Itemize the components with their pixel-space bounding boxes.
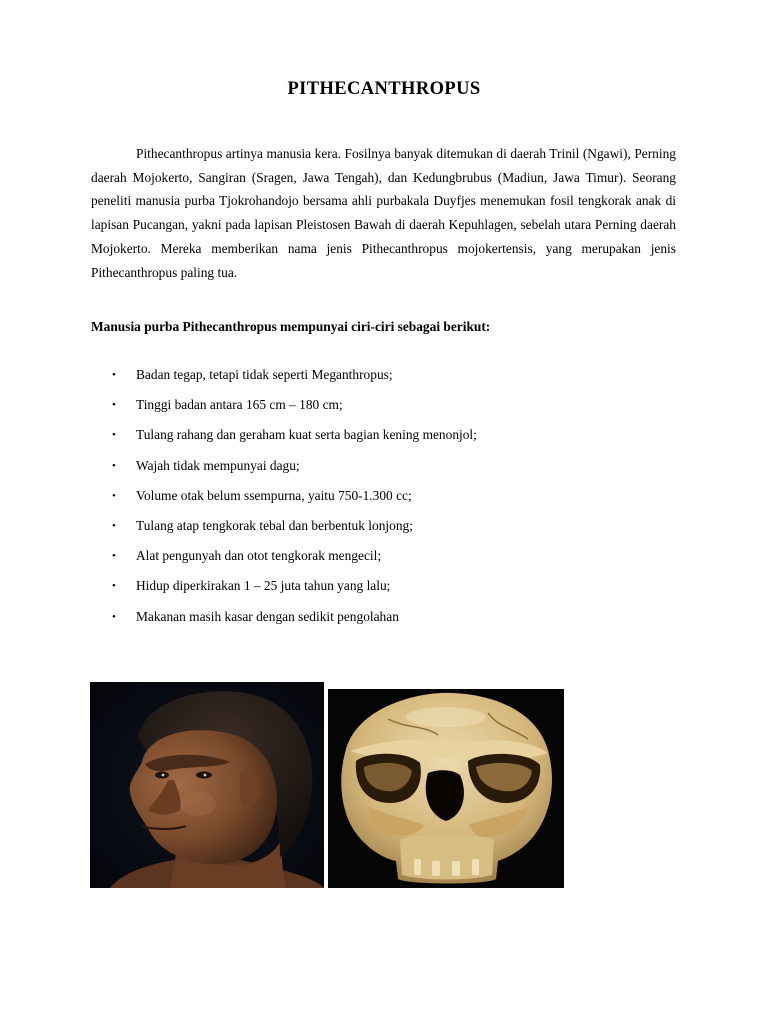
list-item-text: Badan tegap, tetapi tidak seperti Meganthropus;	[136, 367, 393, 382]
list-item-text: Tinggi badan antara 165 cm – 180 cm;	[136, 397, 343, 413]
bullet-icon: •	[112, 610, 116, 623]
list-item	[91, 517, 676, 547]
list-item	[91, 396, 676, 426]
list-item	[91, 547, 676, 577]
bullet-icon: •	[112, 580, 116, 593]
skull-illustration	[328, 689, 564, 888]
bullet-icon: •	[112, 489, 116, 502]
list-item-text: Hidup diperkirakan 1 – 25 juta tahun yang lalu;	[136, 578, 391, 594]
list-heading: Manusia purba Pithecanthropus mempunyai ciri-ciri sebagai berikut:	[91, 319, 491, 334]
bullet-icon: •	[112, 519, 116, 532]
list-item-text: Volume otak belum ssempurna, yaitu 750-1.300 cc;	[136, 487, 412, 503]
list-item	[91, 457, 676, 487]
list-item-text: Wajah tidak mempunyai dagu;	[136, 457, 300, 473]
intro-paragraph: Pithecanthropus artinya manusia kera. Fosilnya banyak ditemukan di daerah Trinil (Ngawi), Perning daerah Mojokerto, Sangiran (Sragen, Jawa Tengah), dan Kedungbrubus (Madiun, Jawa Timur). Seorang peneliti manusia purba Tjokrohandojo bersama ahli purbakala Duyfjes menemukan fosil tengkorak anak di lapisan Pucangan, yakni pada lapisan Pleistosen Bawah di daerah Kepuhlagen, sebelah utara Perning daerah Mojokerto. Mereka memberikan nama jenis Pithecanthropus mojokertensis, yang merupakan jenis Pithecanthropus paling tua.	[91, 146, 676, 280]
bullet-icon: •	[112, 550, 116, 563]
list-item-text: Tulang rahang dan geraham kuat serta bagian kening menonjol;	[136, 427, 477, 443]
bullet-icon: •	[112, 459, 116, 472]
list-item	[91, 487, 676, 517]
list-item	[91, 426, 676, 456]
skull-photo	[328, 689, 564, 888]
bullet-icon: •	[112, 399, 116, 412]
reconstruction-photo	[90, 682, 324, 888]
list-item-text: Alat pengunyah dan otot tengkorak mengecil;	[136, 548, 382, 564]
bullet-icon: •	[112, 369, 116, 381]
list-item	[91, 577, 676, 607]
page-title: PITHECANTHROPUS	[287, 79, 481, 99]
list-item-text: Makanan masih kasar dengan sedikit pengolahan	[136, 608, 399, 624]
list-item	[91, 366, 676, 396]
reconstruction-illustration	[90, 682, 324, 888]
list-item	[91, 608, 676, 638]
traits-list	[91, 366, 676, 638]
bullet-icon: •	[112, 429, 116, 442]
list-item-text: Tulang atap tengkorak tebal dan berbentuk lonjong;	[136, 517, 413, 533]
